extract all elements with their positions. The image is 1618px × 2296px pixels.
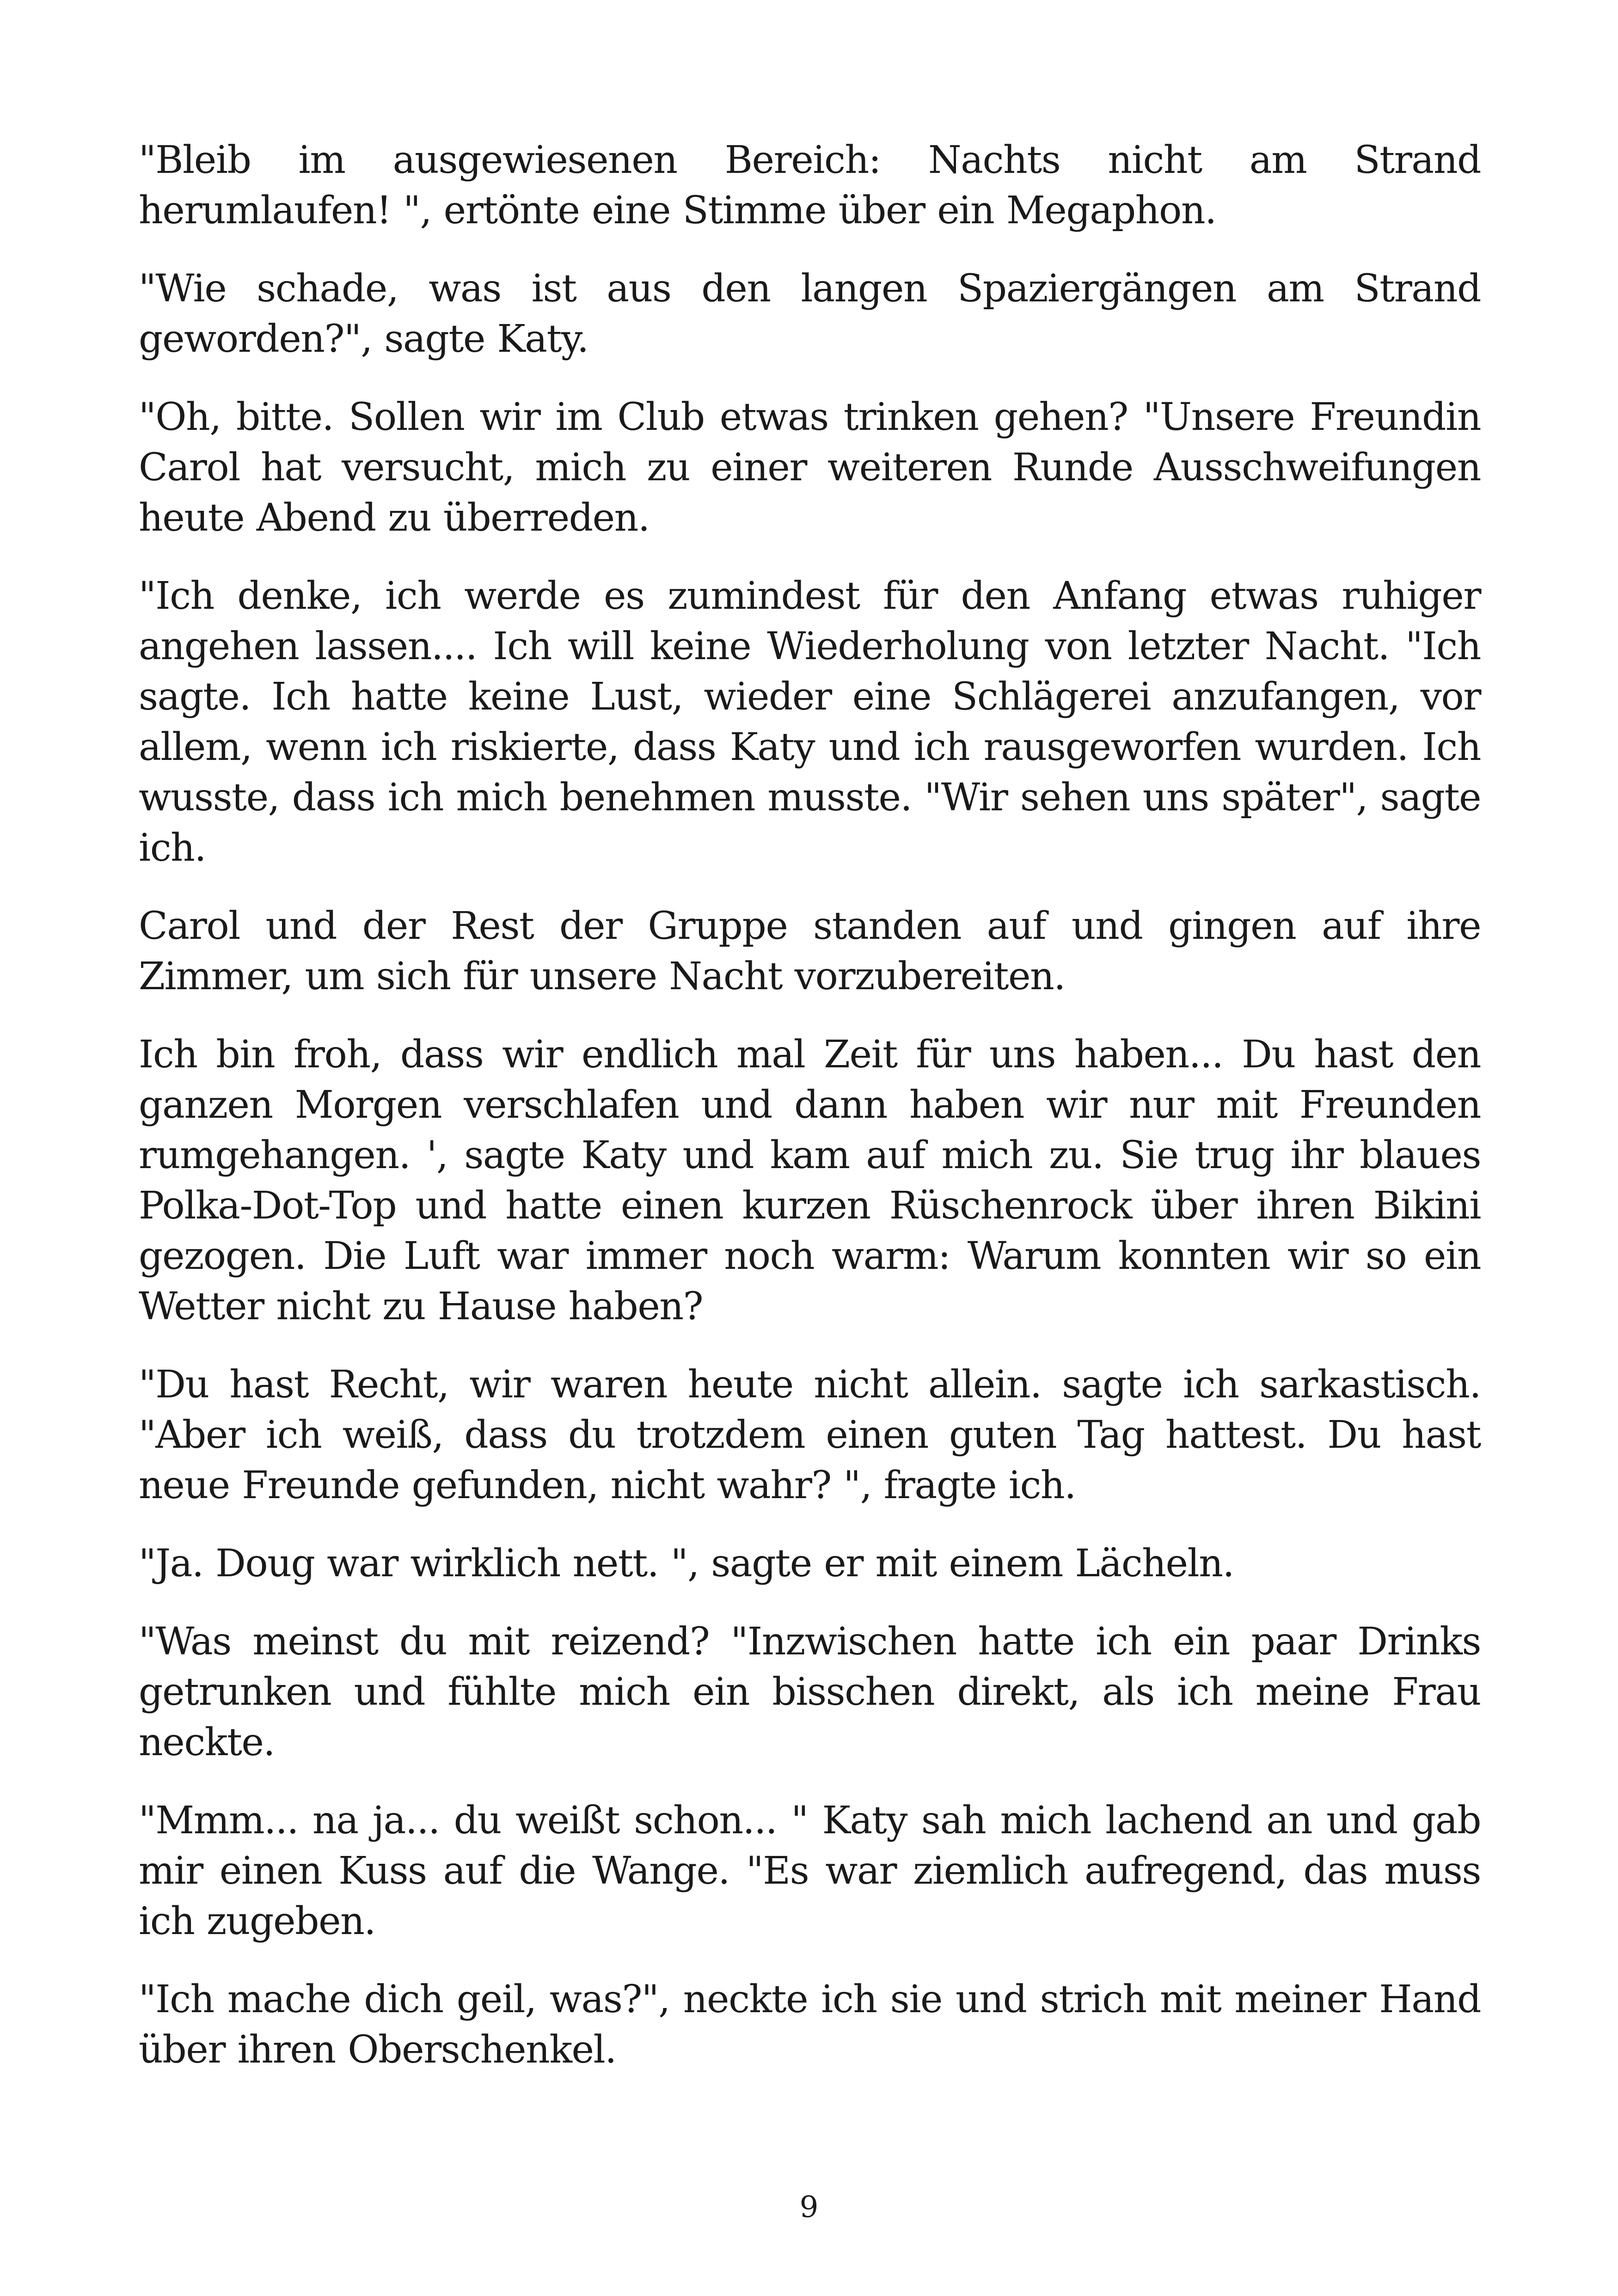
paragraph: "Ich denke, ich werde es zumindest für den Anfang etwas ruhiger angehen lassen.... Ich will keine Wiederholung von letzter Nacht. "Ich sagte. Ich hatte keine Lust, wieder eine Schlägerei anzufangen, vor allem, wenn ich riskierte, dass Katy und ich rausgeworfen wurden. Ich wusste, dass ich mich benehmen musste. "Wir sehen uns später", sagte ich.	[139, 574, 1481, 870]
paragraph: "Ja. Doug war wirklich nett. ", sagte er mit einem Lächeln.	[139, 1542, 1234, 1586]
paragraph: Carol und der Rest der Gruppe standen auf und gingen auf ihre Zimmer, um sich für unsere Nacht vorzubereiten.	[139, 904, 1481, 998]
paragraph: "Ich mache dich geil, was?", neckte ich sie und strich mit meiner Hand über ihren Oberschenkel.	[139, 1978, 1481, 2072]
paragraph: "Bleib im ausgewiesenen Bereich: Nachts nicht am Strand herumlaufen! ", ertönte eine Stimme über ein Megaphon.	[139, 138, 1481, 233]
paragraph: "Du hast Recht, wir waren heute nicht allein. sagte ich sarkastisch. "Aber ich weiß, dass du trotzdem einen guten Tag hattest. Du hast neue Freunde gefunden, nicht wahr? ", fragte ich.	[139, 1363, 1481, 1507]
page-number: 9	[799, 2190, 819, 2224]
body-text	[139, 135, 1481, 2103]
paragraph: "Oh, bitte. Sollen wir im Club etwas trinken gehen? "Unsere Freundin Carol hat versucht, mich zu einer weiteren Runde Ausschweifungen heute Abend zu überreden.	[139, 395, 1481, 540]
paragraph: "Was meinst du mit reizend? "Inzwischen hatte ich ein paar Drinks getrunken und fühlte mich ein bisschen direkt, als ich meine Frau neckte.	[139, 1620, 1481, 1764]
paragraph: "Mmm... na ja... du weißt schon... " Katy sah mich lachend an und gab mir einen Kuss auf die Wange. "Es war ziemlich aufregend, das muss ich zugeben.	[139, 1799, 1481, 1943]
paragraph: "Wie schade, was ist aus den langen Spaziergängen am Strand geworden?", sagte Katy.	[139, 267, 1481, 361]
paragraph: Ich bin froh, dass wir endlich mal Zeit für uns haben... Du hast den ganzen Morgen verschlafen und dann haben wir nur mit Freunden rumgehangen. ', sagte Katy und kam auf mich zu. Sie trug ihr blaues Polka-Dot-Top und hatte einen kurzen Rüschenrock über ihren Bikini gezogen. Die Luft war immer noch warm: Warum konnten wir so ein Wetter nicht zu Hause haben?	[139, 1033, 1481, 1329]
